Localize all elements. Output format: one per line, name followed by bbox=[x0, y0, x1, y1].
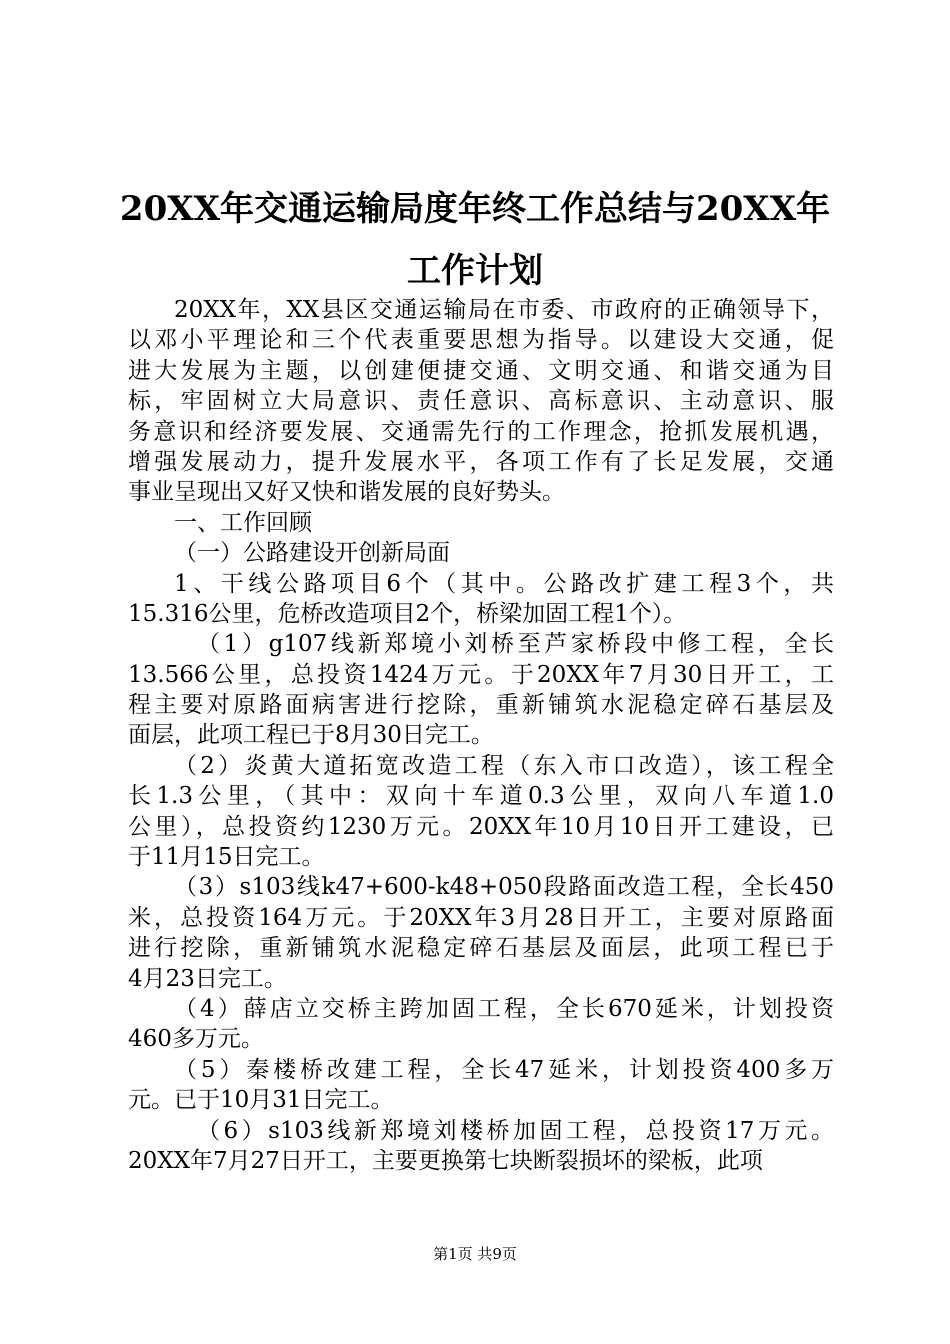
body-line: 13.566公里，总投资1424万元。于20XX年7月30日开工，工 bbox=[128, 661, 834, 688]
body-line: 公里），总投资约1230万元。20XX年10月10日开工建设，已 bbox=[128, 813, 834, 840]
body-line: （3）s103线k47+600-k48+050段路面改造工程，全长450 bbox=[174, 874, 834, 901]
body-line: （5）秦楼桥改建工程，全长47延米，计划投资400多万 bbox=[174, 1056, 834, 1083]
title-line-2: 工作计划 bbox=[407, 251, 543, 291]
body-line: 于11月15日完工。 bbox=[128, 844, 325, 871]
body-line: （2）炎黄大道拓宽改造工程（东入市口改造），该工程全 bbox=[174, 752, 834, 779]
document-title bbox=[0, 178, 950, 302]
page-footer: 第1页 共9页 bbox=[433, 1245, 517, 1263]
body-line: 程主要对原路面病害进行挖除，重新铺筑水泥稳定碎石基层及 bbox=[128, 692, 834, 719]
body-line: 长1.3公里，（其中：双向十车道0.3公里，双向八车道1.0 bbox=[128, 783, 834, 810]
body-line: 增强发展动力，提升发展水平，各项工作有了长足发展，交通 bbox=[128, 448, 834, 475]
body-line: （6）s103线新郑境刘楼桥加固工程，总投资17万元。 bbox=[197, 1117, 834, 1144]
body-line: 米，总投资164万元。于20XX年3月28日开工，主要对原路面 bbox=[128, 904, 834, 931]
body-line: （4）薛店立交桥主跨加固工程，全长670延米，计划投资 bbox=[174, 995, 834, 1022]
body-line: 20XX年，XX县区交通运输局在市委、市政府的正确领导下， bbox=[174, 297, 834, 323]
document-body bbox=[128, 295, 834, 1176]
body-line: 以邓小平理论和三个代表重要思想为指导。以建设大交通，促 bbox=[128, 327, 834, 354]
body-line: 务意识和经济要发展、交通需先行的工作理念，抢抓发展机遇， bbox=[128, 418, 834, 445]
body-line: 20XX年7月27日开工，主要更换第七块断裂损坏的梁板，此项 bbox=[128, 1147, 763, 1174]
body-line: 事业呈现出又好又快和谐发展的良好势头。 bbox=[128, 479, 565, 506]
body-line: 1、干线公路项目6个（其中。公路改扩建工程3个，共 bbox=[174, 570, 834, 597]
body-line: 进行挖除，重新铺筑水泥稳定碎石基层及面层，此项工程已于 bbox=[128, 935, 834, 962]
body-line: （一）公路建设开创新局面 bbox=[174, 540, 450, 567]
body-line: 面层，此项工程已于8月30日完工。 bbox=[128, 722, 494, 749]
body-line: 4月23日完工。 bbox=[128, 965, 287, 992]
body-line: 元。已于10月31日完工。 bbox=[128, 1087, 394, 1114]
body-line: （1）g107线新郑境小刘桥至芦家桥段中修工程，全长 bbox=[197, 631, 834, 658]
body-line: 标，牢固树立大局意识、责任意识、高标意识、主动意识、服 bbox=[128, 388, 834, 415]
body-line: 460多万元。 bbox=[128, 1026, 264, 1053]
title-line-1: 20XX年交通运输局度年终工作总结与20XX年 bbox=[119, 189, 831, 229]
body-line: 一、工作回顾 bbox=[174, 509, 312, 536]
body-line: 进大发展为主题，以创建便捷交通、文明交通、和谐交通为目 bbox=[128, 357, 834, 384]
body-line: 15.316公里，危桥改造项目2个，桥梁加固工程1个）。 bbox=[128, 600, 687, 627]
